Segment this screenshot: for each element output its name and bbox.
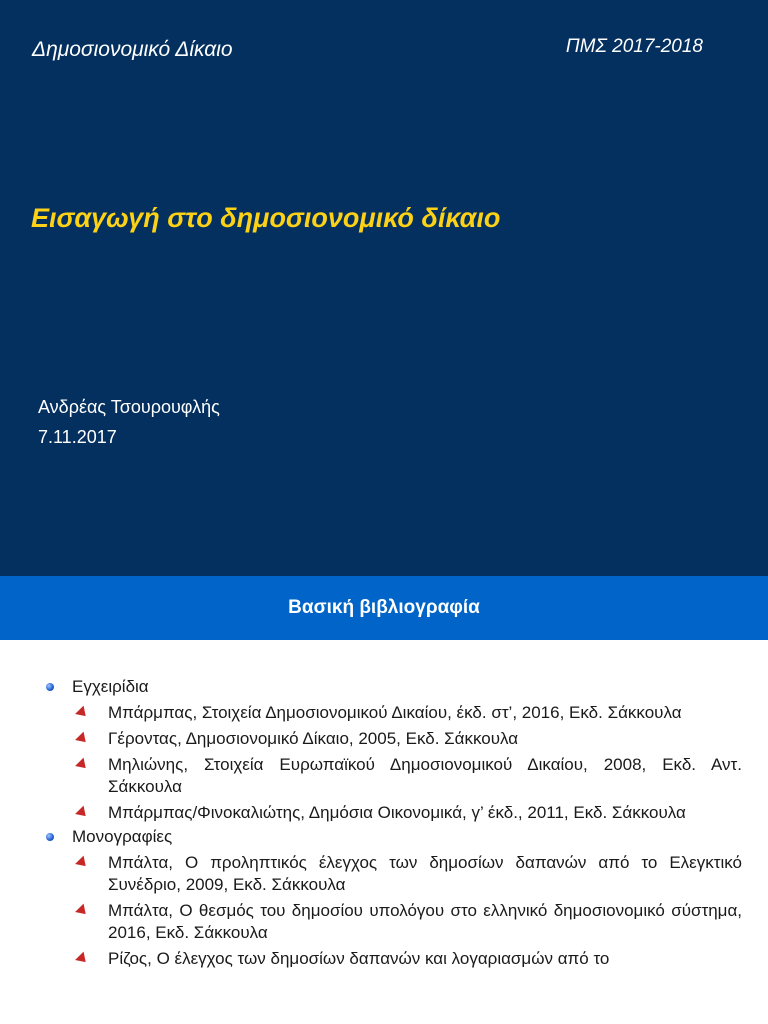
arrow-bullet-icon <box>75 904 90 919</box>
category-label: Εγχειρίδια <box>72 677 149 696</box>
bibliography-list <box>44 676 742 970</box>
presentation-date: 7.11.2017 <box>38 427 117 447</box>
category-label: Μονογραφίες <box>72 827 173 846</box>
entry-text: Ρίζος, Ο έλεγχος των δημοσίων δαπανών και λογαριασμών από το <box>108 949 610 968</box>
round-bullet-icon <box>46 683 54 691</box>
list-item <box>44 852 742 896</box>
entry-text: Μηλιώνης, Στοιχεία Ευρωπαϊκού Δημοσιονομικού Δικαίου, 2008, Εκδ. Αντ. Σάκκουλα <box>108 755 742 796</box>
entry-text: Μπάλτα, Ο προληπτικός έλεγχος των δημοσίων δαπανών από το Ελεγκτικό Συνέδριο, 2009, Εκδ. Σάκκουλα <box>108 853 742 894</box>
bibliography-heading: Βασική βιβλιογραφία <box>288 597 480 618</box>
course-name: Δημοσιονομικό Δίκαιο <box>32 38 233 61</box>
author-name: Ανδρέας Τσουρουφλής <box>38 397 220 417</box>
presentation-title: Εισαγωγή στο δημοσιονομικό δίκαιο <box>31 203 501 233</box>
entry-text: Γέροντας, Δημοσιονομικό Δίκαιο, 2005, Εκδ. Σάκκουλα <box>108 729 519 748</box>
course-year: ΠΜΣ 2017-2018 <box>565 36 703 57</box>
arrow-bullet-icon <box>75 952 90 967</box>
entry-text: Μπάρμπας/Φινοκαλιώτης, Δημόσια Οικονομικά, γ’ έκδ., 2011, Εκδ. Σάκκουλα <box>108 803 686 822</box>
entry-text: Μπάλτα, Ο θεσμός του δημοσίου υπολόγου στο ελληνικό δημοσιονομικό σύστημα, 2016, Εκδ. Σάκκουλα <box>108 901 742 942</box>
category-monographs <box>44 826 742 970</box>
entry-text: Μπάρμπας, Στοιχεία Δημοσιονομικού Δικαίου, έκδ. στ’, 2016, Εκδ. Σάκκουλα <box>108 703 682 722</box>
bibliography-header <box>0 576 768 640</box>
round-bullet-icon <box>46 833 54 841</box>
arrow-bullet-icon <box>75 732 90 747</box>
arrow-bullet-icon <box>75 758 90 773</box>
list-item <box>44 702 742 724</box>
list-item <box>44 948 742 970</box>
arrow-bullet-icon <box>75 856 90 871</box>
list-item <box>44 728 742 750</box>
list-item <box>44 802 742 824</box>
bibliography-slide <box>0 576 768 1024</box>
arrow-bullet-icon <box>75 706 90 721</box>
list-item <box>44 754 742 798</box>
list-item <box>44 900 742 944</box>
arrow-bullet-icon <box>75 806 90 821</box>
category-handbooks <box>44 676 742 824</box>
